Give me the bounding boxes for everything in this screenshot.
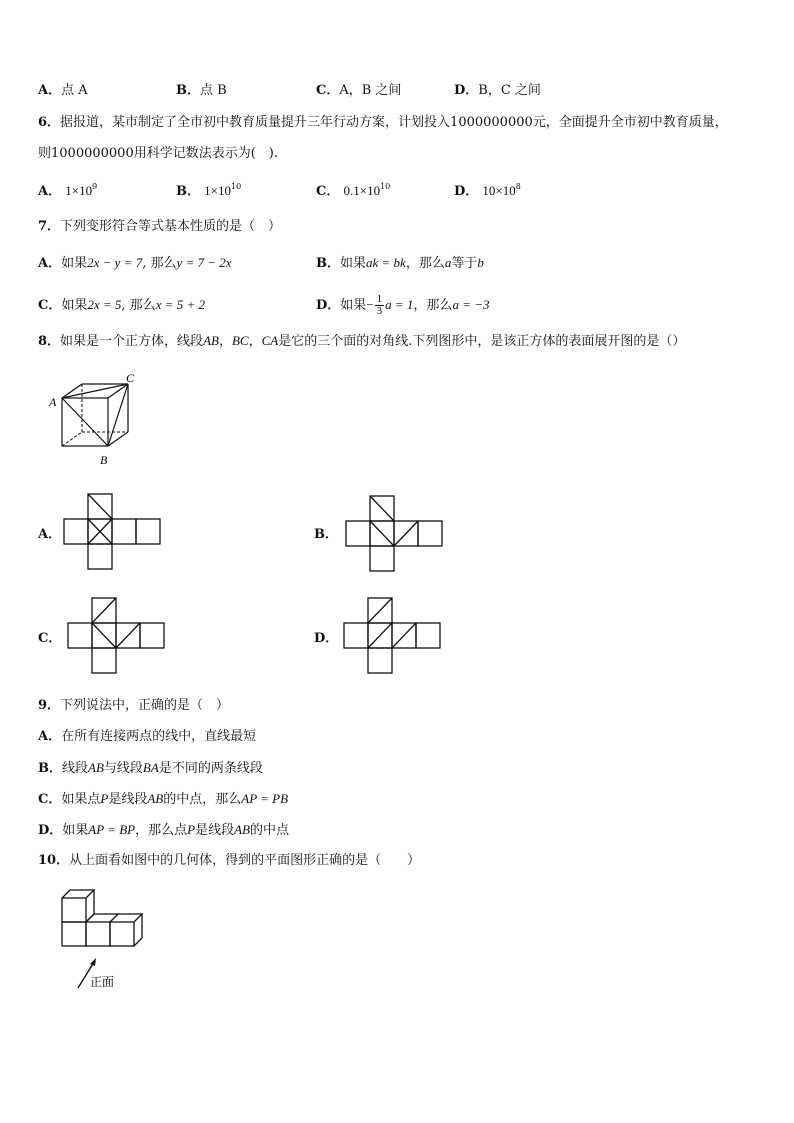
q5-option-a: A．点 A [38,83,88,98]
q6-option-b: B． $1\times 10^{10}$ [176,182,242,199]
net-option-c [66,597,166,675]
net-option-a [62,493,162,571]
q8-option-b-label: B． [314,527,338,542]
diagonal-bc [108,384,128,446]
q7-option-d: D．如果− $\frac{1}{3}$ a = 1，那么a = −3 [316,293,490,317]
cube-label-a: A [49,395,57,409]
q5-option-d: D．B，C 之间 [454,83,541,98]
q6-stem-line1: 6．据报道，某市制定了全市初中教育质量提升三年行动方案，计划投入1000000000元，全面提升全市初中教育质量， [38,115,728,130]
q9-option-b: B．线段AB与线段BA是不同的两条线段 [38,760,263,776]
q7-option-b: B．如果ak = bk，那么a等于b [316,255,484,271]
cube-figure [40,372,140,472]
q8-option-a-label: A． [38,527,62,542]
q6-option-a: A． $1\times 10^9$ [38,182,98,199]
fraction-one-third: $\frac{1}{3}$ [376,293,383,317]
q8-option-d-label: D． [314,631,339,646]
q9-option-d: D．如果AP = BP，那么点P是线段AB的中点 [38,822,289,838]
q6-option-c: C． $0.1\times 10^{10}$ [316,182,391,199]
q10-stem: 10．从上面看如图中的几何体，得到的平面图形正确的是（ ） [38,853,421,868]
net-option-d [342,597,446,677]
q7-option-c: C．如果2x = 5, 那么x = 5 + 2 [38,297,206,313]
q6-stem-line2: 则1000000000用科学记数法表示为( ). [38,146,278,161]
q9-option-a: A．在所有连接两点的线中，直线最短 [38,729,257,744]
cube-label-b: B [100,453,108,467]
arrow-head-icon [90,958,96,966]
solid-figure [56,884,152,994]
q6-option-d: D． $10\times 10^8$ [454,182,521,199]
diagonal-ab [62,398,108,446]
q5-option-c: C．A，B 之间 [316,83,402,98]
q9-option-c: C．如果点P是线段AB的中点，那么AP = PB [38,791,289,807]
q9-stem: 9．下列说法中，正确的是（ ） [38,698,230,713]
q8-stem: 8．如果是一个正方体，线段AB，BC，CA是它的三个面的对角线.下列图形中，是该正方体的表面展开图的是（） [38,333,686,349]
q8-option-c-label: C． [38,631,62,646]
net-option-b [344,495,444,573]
q5-option-b: B．点 B [176,83,227,98]
front-label: 正面 [90,975,115,989]
cube-label-c: C [126,371,135,385]
q7-option-a: A．如果2x − y = 7, 那么y = 7 − 2x [38,255,232,271]
q7-stem: 7．下列变形符合等式基本性质的是（ ） [38,219,282,234]
